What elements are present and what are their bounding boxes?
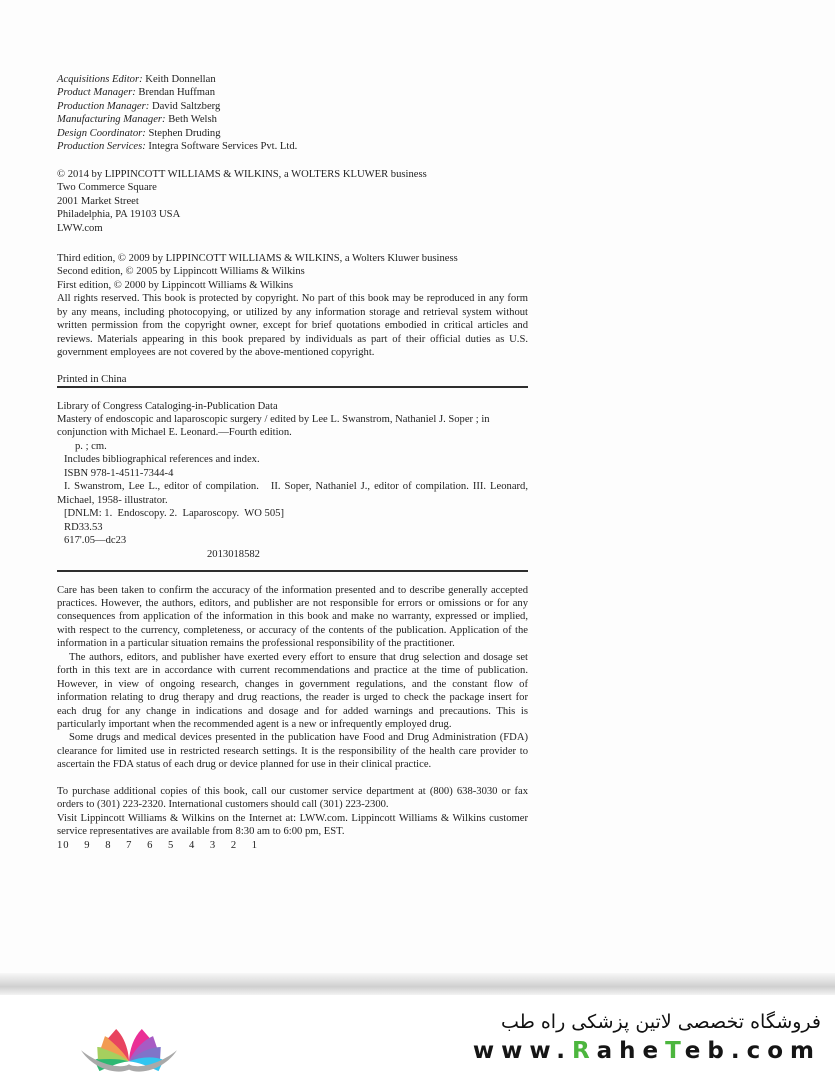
url-segment: eb.com: [684, 1037, 821, 1064]
cip-section: [57, 400, 531, 561]
edition-line: Third edition, © 2009 by LIPPINCOTT WILLIAMS & WILKINS, a Wolters Kluwer business: [57, 252, 458, 264]
ordering-info: To purchase additional copies of this book, call our customer service department at (800) 638-3030 or fax orders to (301) 223-2320. International customers should call (301) 223-2300.: [57, 785, 528, 811]
footer: [0, 995, 835, 1080]
store-url: [473, 1036, 821, 1066]
credit-person: Integra Software Services Pvt. Ltd.: [148, 141, 298, 153]
credit-person: Beth Welsh: [168, 114, 217, 126]
credit-person: David Saltzberg: [151, 100, 221, 112]
cip-line: Includes bibliographical references and index.: [64, 454, 260, 466]
page-edge-shadow: [0, 973, 835, 995]
cip-line: Mastery of endoscopic and laparoscopic surgery / edited by Lee L. Swanstrom, Nathaniel J. Soper ; in conjunction with Michael E. Leonard.—Fourth edition.: [57, 414, 493, 439]
url-segment: ahe: [596, 1037, 666, 1064]
staff-credits: [57, 73, 528, 154]
cip-line: 2013018582: [207, 548, 260, 560]
credit-line: [57, 113, 528, 126]
publisher-address-line: Two Commerce Square: [57, 182, 157, 194]
edition-history-and-rights: [57, 252, 528, 360]
edition-history: [57, 252, 528, 292]
credit-role: Design Coordinator:: [57, 127, 146, 139]
cip-heading: Library of Congress Cataloging-in-Publication Data: [57, 400, 278, 412]
website-info: Visit Lippincott Williams & Wilkins on the Internet at: LWW.com. Lippincott Williams & Wilkins customer service representatives are available from 8:30 am to 6:00 pm, EST.: [57, 812, 528, 838]
page-content: [57, 73, 531, 852]
credit-person: Keith Donnellan: [145, 74, 216, 85]
credit-role: Production Manager:: [57, 100, 150, 112]
credit-line: [57, 140, 528, 153]
printed-in-notice: Printed in China: [57, 373, 127, 385]
publisher-address-line: LWW.com: [57, 222, 103, 234]
open-book-logo: [66, 1000, 192, 1076]
url-segment: www.: [472, 1037, 572, 1064]
footer-text: [473, 1010, 821, 1066]
store-name-persian: فروشگاه تخصصی لاتین پزشکی راه طب: [501, 1010, 821, 1033]
cip-lines: [57, 413, 531, 561]
disclaimer-paragraph: Care has been taken to confirm the accuracy of the information presented and to describe generally accepted practices. However, the authors, editors, and publisher are not responsible for errors or omissions or for any consequences from application of the information in this book and make no warranty, expressed or implied, with respect to the currency, completeness, or accuracy of the contents of the publication. Application of the information in a particular situation remains the professional responsibility of the practitioner.: [57, 584, 528, 650]
credit-person: Brendan Huffman: [138, 87, 215, 99]
logo-book-base: [81, 1050, 177, 1071]
credit-role: Acquisitions Editor:: [57, 74, 143, 85]
credit-person: Stephen Druding: [148, 127, 221, 139]
credit-line: [57, 127, 528, 140]
credit-role: Manufacturing Manager:: [57, 114, 166, 126]
publisher-address-line: © 2014 by LIPPINCOTT WILLIAMS & WILKINS, a WOLTERS KLUWER business: [57, 168, 427, 180]
publisher-address-line: 2001 Market Street: [57, 195, 139, 207]
cip-line: I. Swanstrom, Lee L., editor of compilation. II. Soper, Nathaniel J., editor of compilation. III. Leonard, Michael, 1958- illustrator.: [57, 481, 531, 506]
cip-line: ISBN 978-1-4511-7344-4: [64, 467, 174, 479]
printers-key: 10 9 8 7 6 5 4 3 2 1: [57, 839, 259, 851]
cip-line: [DNLM: 1. Endoscopy. 2. Laparoscopy. WO 505]: [64, 508, 284, 520]
disclaimer-paragraph: The authors, editors, and publisher have exerted every effort to ensure that drug selection and dosage set forth in this text are in accordance with current recommendations and practice at the time of publication. However, in view of ongoing research, changes in government regulations, and the constant flow of information relating to drug therapy and drug reactions, the reader is urged to check the package insert for each drug for any change in indications and dosage and for added warnings and precautions. This is particularly important when the recommended agent is a new or infrequently employed drug.: [57, 651, 528, 731]
publisher-address-block: [57, 168, 528, 235]
credit-role: Product Manager:: [57, 87, 136, 99]
edition-line: First edition, © 2000 by Lippincott Williams & Wilkins: [57, 279, 294, 291]
rights-statement: All rights reserved. This book is protected by copyright. No part of this book may be reproduced in any form by any means, including photocopying, or utilized by any information storage and retrieval system without written permission from the copyright owner, except for brief quotations embodied in critical articles and reviews. Materials appearing in this book prepared by individuals as part of their official duties as U.S. government employees are not covered by the above-mentioned copyright.: [57, 293, 528, 359]
url-segment: T: [665, 1037, 685, 1064]
cip-line: 617'.05—dc23: [64, 535, 127, 547]
cip-line: RD33.53: [64, 521, 103, 533]
credit-line: [57, 73, 528, 86]
divider-rule-bottom: [57, 570, 528, 572]
credit-line: [57, 86, 528, 99]
url-segment: R: [571, 1037, 597, 1064]
credit-line: [57, 100, 528, 113]
divider-rule-top: [57, 386, 528, 388]
disclaimer-section: [57, 584, 528, 772]
edition-line: Second edition, © 2005 by Lippincott Williams & Wilkins: [57, 266, 305, 278]
cip-line: p. ; cm.: [75, 440, 107, 452]
credit-role: Production Services:: [57, 141, 146, 153]
publisher-address-line: Philadelphia, PA 19103 USA: [57, 209, 181, 221]
disclaimer-paragraph: Some drugs and medical devices presented in the publication have Food and Drug Administration (FDA) clearance for limited use in restricted research settings. It is the responsibility of the health care provider to ascertain the FDA status of each drug or device planned for use in their clinical practice.: [57, 732, 528, 771]
